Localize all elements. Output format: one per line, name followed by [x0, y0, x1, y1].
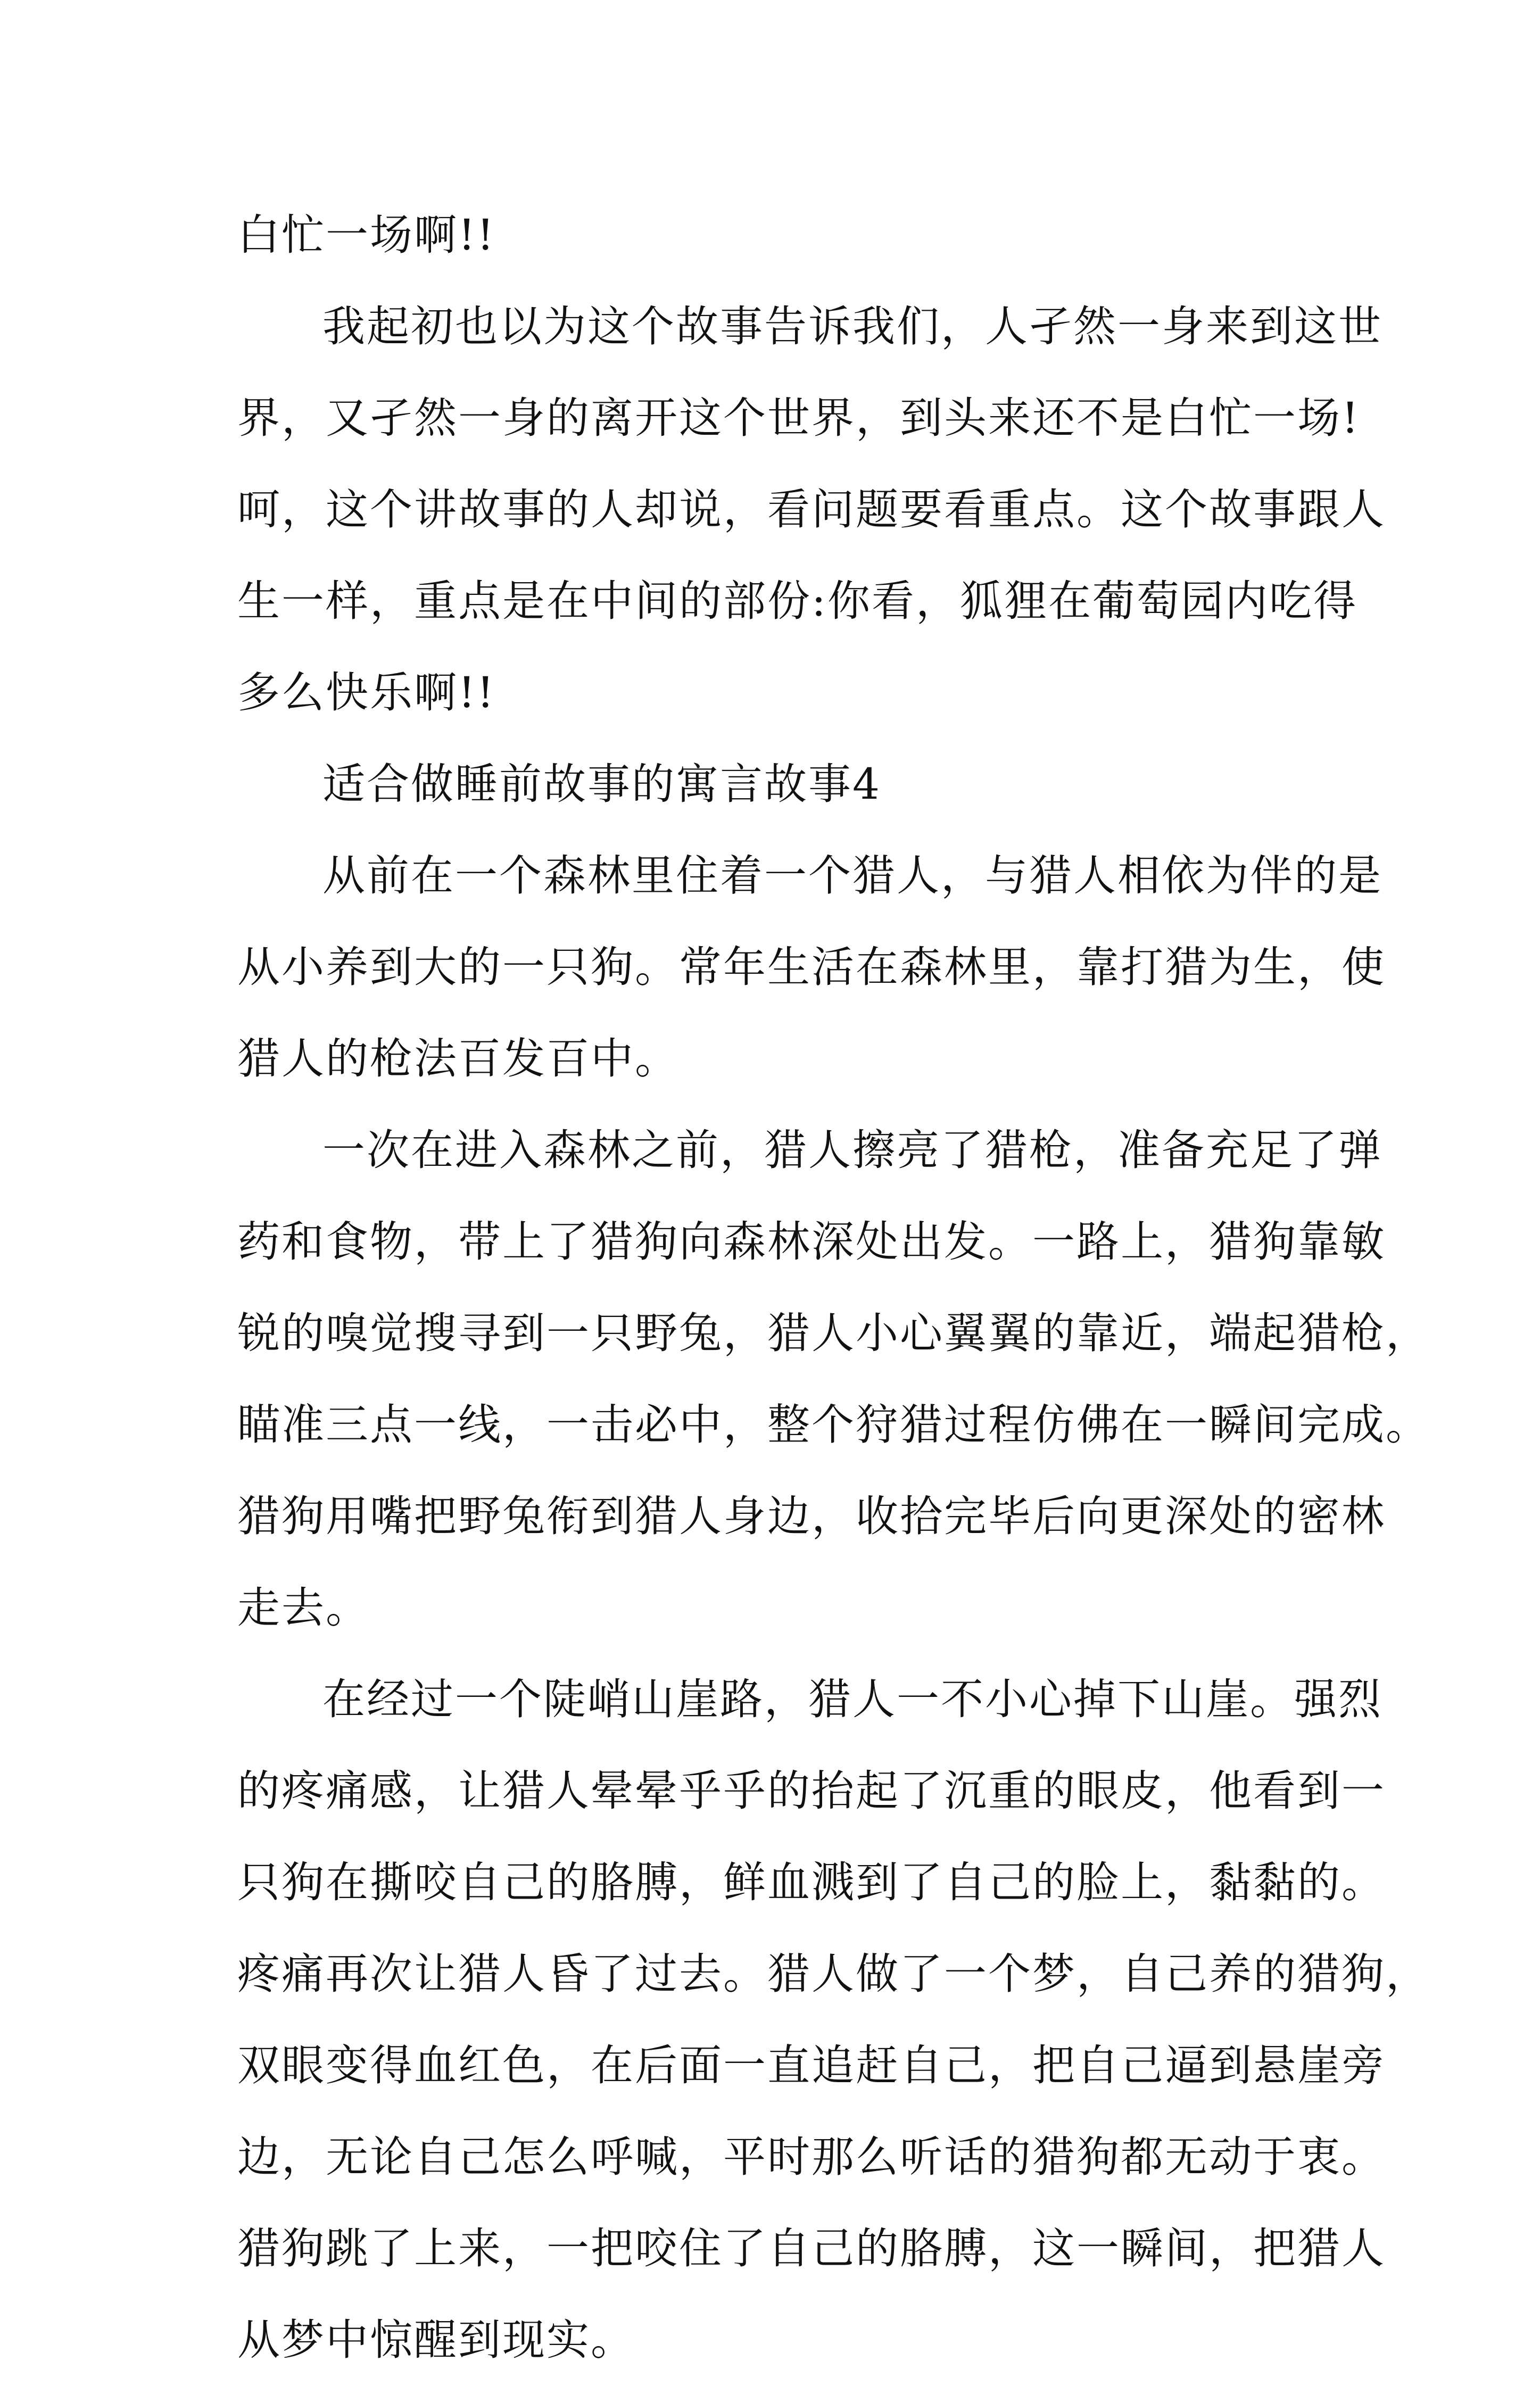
text-line: 从小养到大的一只狗。常年生活在森林里，靠打猎为生，使 — [237, 942, 1386, 992]
text-line: 的疼痛感，让猎人晕晕乎乎的抬起了沉重的眼皮，他看到一 — [237, 1766, 1386, 1816]
text-line: 锐的嗅觉搜寻到一只野兔，猎人小心翼翼的靠近，端起猎枪， — [237, 1308, 1430, 1358]
text-line: 从前在一个森林里住着一个猎人，与猎人相依为伴的是 — [322, 851, 1382, 900]
text-line: 猎狗跳了上来，一把咬住了自己的胳膊，这一瞬间，把猎人 — [237, 2224, 1386, 2273]
text-line: 走去。 — [237, 1583, 370, 1633]
text-line: 双眼变得血红色，在后面一直追赶自己，把自己逼到悬崖旁 — [237, 2041, 1386, 2090]
text-line: 药和食物，带上了猎狗向森林深处出发。一路上，猎狗靠敏 — [237, 1217, 1386, 1266]
text-line: 生一样，重点是在中间的部份:你看，狐狸在葡萄园内吃得 — [237, 576, 1357, 626]
text-line: 在经过一个陡峭山崖路，猎人一不小心掉下山崖。强烈 — [322, 1675, 1382, 1724]
text-line: 边，无论自己怎么呼喊，平时那么听话的猎狗都无动于衷。 — [237, 2132, 1386, 2182]
text-line: 从梦中惊醒到现实。 — [237, 2315, 635, 2365]
text-line: 呵，这个讲故事的人却说，看问题要看重点。这个故事跟人 — [237, 485, 1386, 534]
text-line: 多么快乐啊!! — [237, 668, 496, 717]
text-line: 疼痛再次让猎人昏了过去。猎人做了一个梦，自己养的猎狗， — [237, 1949, 1430, 1999]
text-line: 我起初也以为这个故事告诉我们，人孑然一身来到这世 — [322, 302, 1382, 351]
section-heading: 适合做睡前故事的寓言故事4 — [322, 759, 881, 809]
text-line: 猎人的枪法百发百中。 — [237, 1034, 679, 1083]
text-line: 瞄准三点一线，一击必中，整个狩猎过程仿佛在一瞬间完成。 — [237, 1400, 1430, 1449]
body-text — [237, 189, 1430, 2386]
text-line: 界，又孑然一身的离开这个世界，到头来还不是白忙一场! — [237, 393, 1361, 443]
text-line: 只狗在撕咬自己的胳膊，鲜血溅到了自己的脸上，黏黏的。 — [237, 1858, 1386, 1907]
text-line: 猎狗用嘴把野兔衔到猎人身边，收拾完毕后向更深处的密林 — [237, 1492, 1386, 1541]
text-line: 白忙一场啊!! — [237, 210, 496, 260]
text-line: 一次在进入森林之前，猎人擦亮了猎枪，准备充足了弹 — [322, 1125, 1382, 1175]
